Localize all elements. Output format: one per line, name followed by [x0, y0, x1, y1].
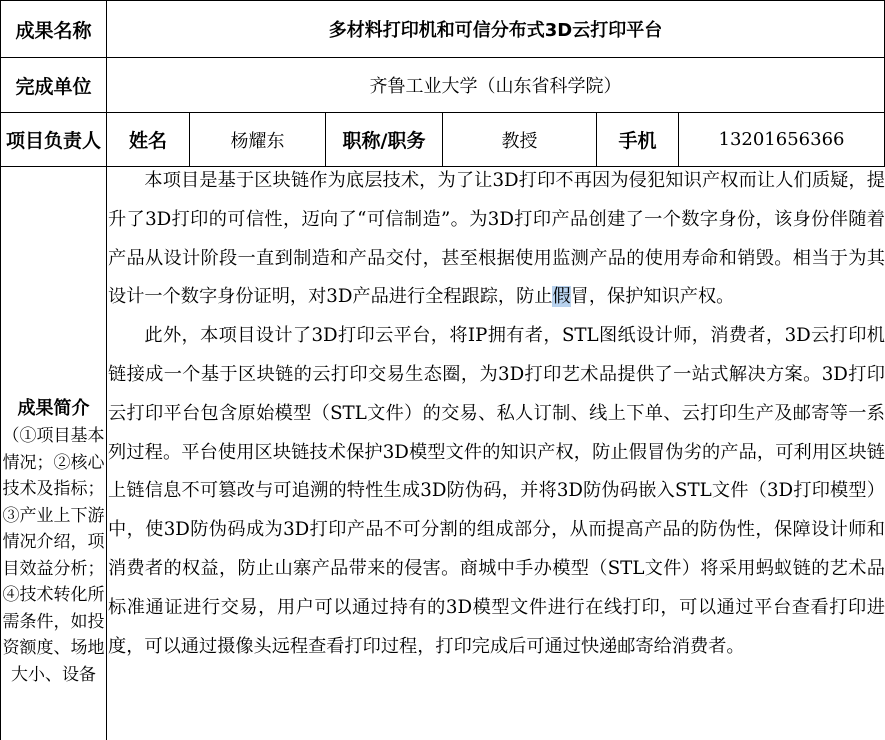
summary-body — [108, 162, 885, 666]
summary-heading: 成果简介 — [17, 398, 90, 419]
name-value: 杨耀东 — [230, 130, 285, 152]
summary-label — [1, 395, 106, 688]
selected-text-highlight: 假 — [552, 286, 571, 308]
phone-label: 手机 — [618, 130, 657, 152]
unit-value: 齐鲁工业大学（山东省科学院） — [369, 76, 622, 97]
unit-label: 完成单位 — [15, 75, 92, 98]
leader-label: 项目负责人 — [5, 130, 101, 152]
title-value: 教授 — [501, 130, 538, 152]
paragraph-1-tail: 冒，保护知识产权。 — [570, 286, 735, 308]
phone-value: 13201656366 — [718, 129, 845, 150]
paragraph-1 — [108, 162, 885, 317]
achievement-name-label: 成果名称 — [15, 19, 92, 42]
name-label: 姓名 — [128, 130, 167, 152]
paragraph-1-text: 本项目是基于区块链作为底层技术，为了让3D打印不再因为侵犯知识产权而让人们质疑，提升了3D打印的可信性，迈向了“可信制造”。为3D打印产品创建了一个数字身份，该身份伴随着产品从设计阶段一直到制造和产品交付，甚至根据使用监测产品的使用寿命和销毁。相当于为其设计一个数字身份证明，对3D产品进行全程跟踪，防止 — [108, 170, 885, 308]
achievement-name-value: 多材料打印机和可信分布式3D云打印平台 — [328, 20, 663, 41]
paragraph-2: 此外，本项目设计了3D打印云平台，将IP拥有者，STL图纸设计师，消费者，3D云打印机链接成一个基于区块链的云打印交易生态圈，为3D打印艺术品提供了一站式解决方案。3D打印云打印平台包含原始模型（STL文件）的交易、私人订制、线上下单、云打印生产及邮寄等一系列过程。平台使用区块链技术保护3D模型文件的知识产权，防止假冒伪劣的产品，可利用区块链上链信息不可篡改与可追溯的特性生成3D防伪码，并将3D防伪码嵌入STL文件（3D打印模型）中，使3D防伪码成为3D打印产品不可分割的组成部分，从而提高产品的防伪性，保障设计师和消费者的权益，防止山寨产品带来的侵害。商城中手办模型（STL文件）将采用蚂蚁链的艺术品标准通证进行交易，用户可以通过持有的3D模型文件进行在线打印，可以通过平台查看打印进度，可以通过摄像头远程查看打印过程，打印完成后可通过快递邮寄给消费者。 — [108, 325, 885, 657]
summary-note: （①项目基本情况；②核心技术及指标；③产业上下游情况介绍，项目效益分析；④技术转化所需条件，如投资额度、场地大小、设备 — [2, 426, 105, 685]
title-label: 职称/职务 — [342, 130, 426, 152]
